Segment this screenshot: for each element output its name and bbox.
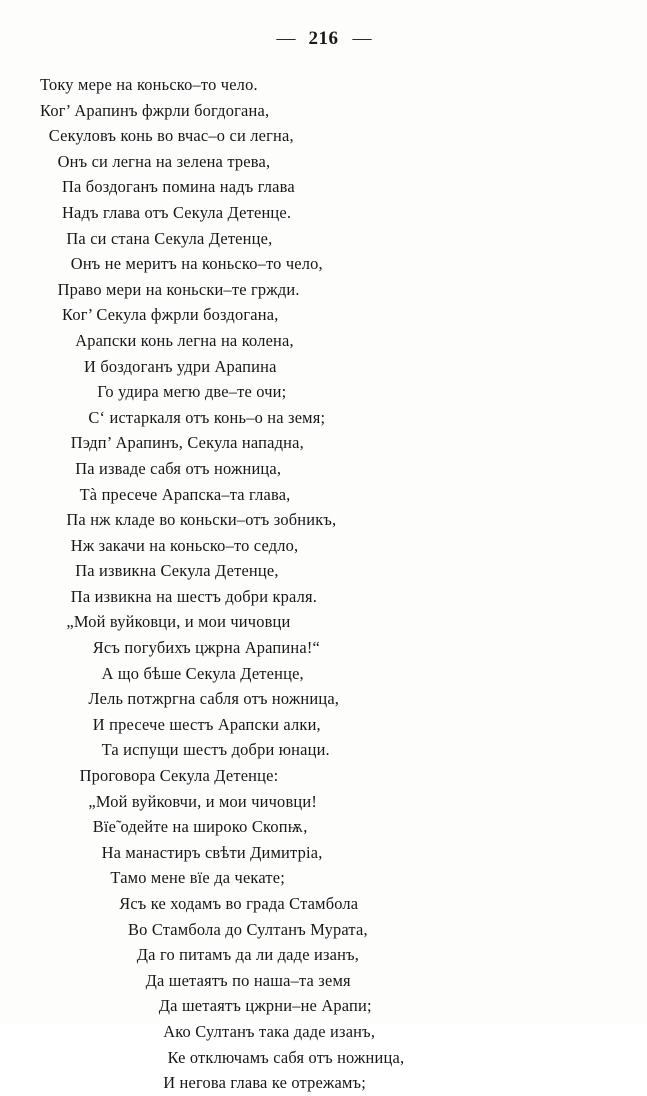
poem-line: Тамо мене вїе да чекате; [110,868,285,888]
poem-line: На манастиръ свѣти Димитріа, [101,842,323,862]
header-dash-right: — [352,28,371,49]
poem-line: Го удира мегю две–те очи; [97,382,287,402]
poem-line: Нж закачи на коньско–то седло, [70,535,299,555]
poem-line: Па нж кладе во коньски–отъ зобникъ, [66,510,337,530]
poem-line: Лель потжргна сабля отъ ножница, [88,689,340,709]
poem-line: Та испущи шестъ добри юнаци. [101,740,330,760]
poem-line: И боздоганъ удри Арапина [84,356,277,376]
poem-line: Да го питамъ да ли даде изанъ, [136,945,360,965]
poem-line: Па извикна на шестъ добри краля. [70,586,318,606]
poem-line: Да шетаятъ по наша–та земя [145,970,351,990]
poem-line: Тà пресече Арапска–та глава, [79,484,291,504]
poem-line: Надъ глава отъ Секула Детенце. [62,202,292,222]
poem-line: Ясъ погубихъ цжрна Арапина!“ [92,638,320,658]
poem-line: Ког’ Арапинъ фжрли богдогана, [40,100,270,120]
poem-line: Па извикна Секула Детенце, [75,561,279,581]
poem-line: Во Стамбола до Султанъ Мурата, [128,919,368,939]
poem-line: А що бѣше Секула Детенце, [101,663,304,683]
poem-line: Па си стана Секула Детенце, [66,228,273,248]
poem-line: Секуловъ конь во вчас–о си легна, [48,126,294,146]
poem-line: Току мере на коньско–то чело. [40,75,258,94]
header-dash-left: — [276,28,295,49]
poem-line: Онъ си легна на зелена трева, [57,151,271,171]
poem-line: Ясъ ке ходамъ во града Стамбола [119,894,359,913]
poem-line: С‘ истаркаля отъ конь–о на земя; [88,407,326,427]
poem-line: „Мой вуйковчи, и мои чичовци! [88,791,317,811]
poem-body [0,72,647,1096]
poem-line: Да шетаятъ цжрни–не Арапи; [158,996,372,1016]
poem-line: Ако Султанъ така даде изанъ, [163,1021,376,1041]
poem-line: Арапски конь легна на колена, [75,330,294,350]
poem-line: И пресече шестъ Арапски алки, [92,714,321,734]
poem-line: Ког’ Секула фжрли боздогана, [62,305,279,325]
poem-line: Ке отключамъ сабя отъ ножница, [167,1047,405,1067]
poem-line: Пэдп’ Арапинъ, Секула нападна, [70,433,304,453]
poem-line: Онъ не меритъ на коньско–то чело, [70,254,323,274]
poem-line: Проговора Секула Детенце: [79,766,279,786]
poem-line: И негова глава ке отрежамъ; [163,1073,366,1093]
poem-line: Вїе̃ одейте на широко Скопѭ, [92,817,308,837]
page-number: 216 [308,28,339,49]
poem-line: Па изваде сабя отъ ножница, [75,458,282,478]
poem-line: Право мери на коньски–те гржди. [57,279,300,299]
poem-line: „Мой вуйковци, и мои чичовци [66,612,291,632]
page-header [0,0,647,50]
poem-line: Па боздоганъ помина надъ глава [62,177,295,197]
